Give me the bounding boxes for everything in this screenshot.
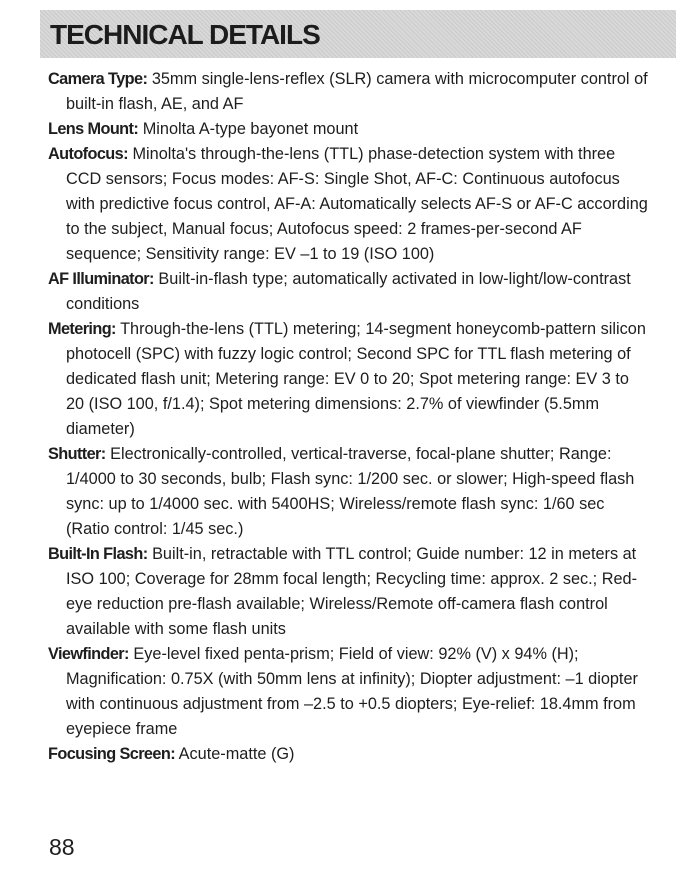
spec-af-illuminator <box>48 267 648 317</box>
spec-text: Minolta A-type bayonet mount <box>142 120 359 138</box>
page-number: 88 <box>49 834 75 860</box>
spec-label: Metering: <box>48 320 116 338</box>
spec-text: Eye-level fixed penta-prism; Field of view: 92% (V) x 94% (H); Magnification: 0.75X (with 50mm lens at infinity); Diopter adjustment: –1 diopter with continuous adjustment from –2.5 to +0.5 diopters; Eye-relief: 18.4mm from eyepiece frame <box>66 645 638 738</box>
spec-text: Built-in-flash type; automatically activated in low-light/low-contrast conditions <box>66 270 631 313</box>
spec-label: Lens Mount: <box>48 120 139 138</box>
spec-label: Focusing Screen: <box>48 745 176 763</box>
spec-list <box>48 67 648 767</box>
spec-text: 35mm single-lens-reflex (SLR) camera with microcomputer control of built-in flash, AE, and AF <box>66 70 648 113</box>
spec-text: Minolta's through-the-lens (TTL) phase-detection system with three CCD sensors; Focus modes: AF-S: Single Shot, AF-C: Continuous autofocus with predictive focus control, AF-A: Automatically selects AF-S or AF-C according to the subject, Manual focus; Autofocus speed: 2 frames-per-second AF sequence; Sensitivity range: EV –1 to 19 (ISO 100) <box>66 145 648 263</box>
spec-label: Autofocus: <box>48 145 128 163</box>
spec-text: Acute-matte (G) <box>178 745 295 763</box>
spec-autofocus <box>48 142 648 267</box>
spec-label: Camera Type: <box>48 70 148 88</box>
spec-text: Electronically-controlled, vertical-traverse, focal-plane shutter; Range: 1/4000 to 30 seconds, bulb; Flash sync: 1/200 sec. or slower; High-speed flash sync: up to 1/4000 sec. with 5400HS; Wireless/remote flash sync: 1/60 sec (Ratio control: 1/45 sec.) <box>66 445 635 538</box>
spec-viewfinder <box>48 642 648 742</box>
spec-text: Through-the-lens (TTL) metering; 14-segment honeycomb-pattern silicon photocell (SPC) with fuzzy logic control; Second SPC for TTL flash metering of dedicated flash unit; Metering range: EV 0 to 20; Spot metering range: EV 3 to 20 (ISO 100, f/1.4); Spot metering dimensions: 2.7% of viewfinder (5.5mm diameter) <box>66 320 646 438</box>
spec-label: Built-In Flash: <box>48 545 148 563</box>
spec-label: Viewfinder: <box>48 645 129 663</box>
spec-metering <box>48 317 648 442</box>
spec-lens-mount <box>48 117 648 142</box>
spec-focusing-screen <box>48 742 648 767</box>
page-title: TECHNICAL DETAILS <box>50 19 320 50</box>
spec-label: Shutter: <box>48 445 106 463</box>
section-header <box>40 10 676 58</box>
spec-label: AF Illuminator: <box>48 270 154 288</box>
spec-shutter <box>48 442 648 542</box>
spec-built-in-flash <box>48 542 648 642</box>
spec-camera-type <box>48 67 648 117</box>
spec-text: Built-in, retractable with TTL control; Guide number: 12 in meters at ISO 100; Coverage for 28mm focal length; Recycling time: approx. 2 sec.; Red-eye reduction pre-flash available; Wireless/Remote off-camera flash control available with some flash units <box>66 545 638 638</box>
